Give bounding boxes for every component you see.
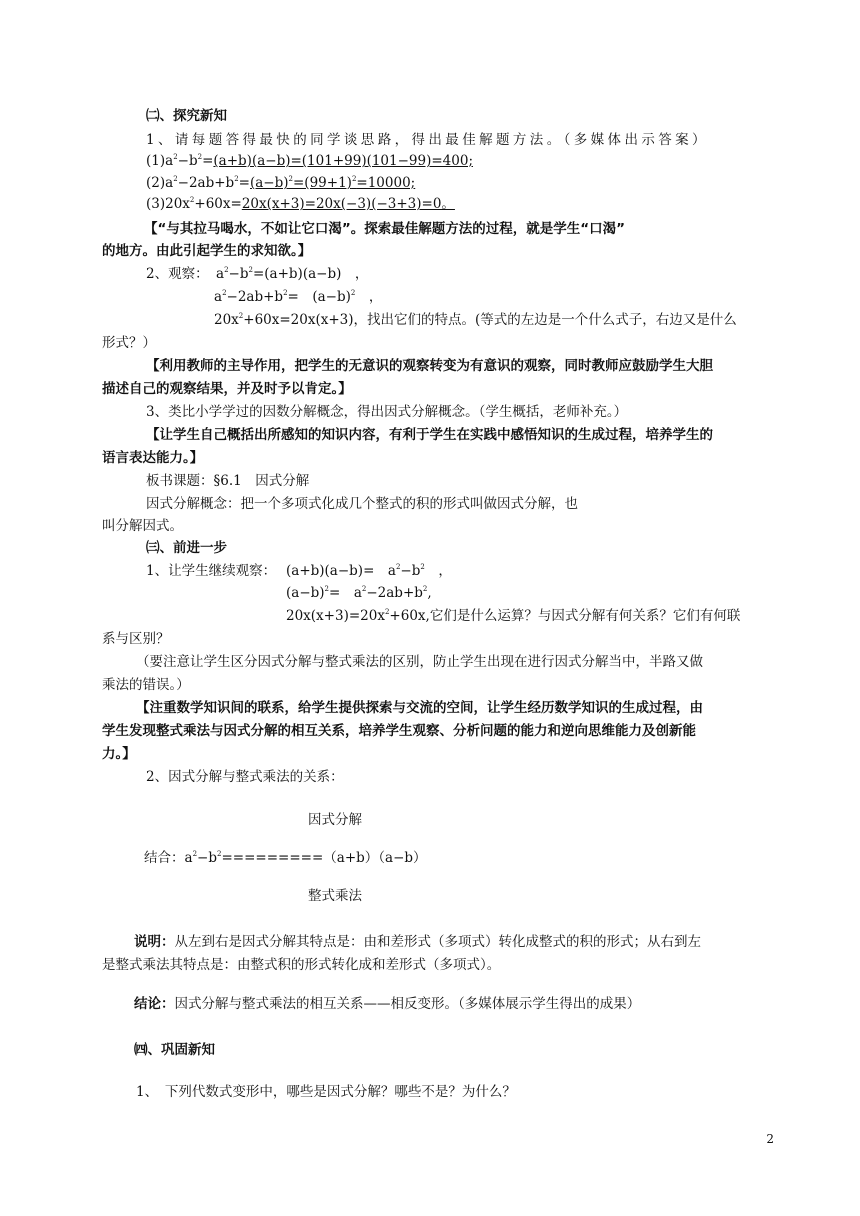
note-1-line-1: 【“与其拉马喝水，不如让它口渴”。探索最佳解题方法的过程，就是学生“口渴”: [144, 221, 625, 237]
note-2-line-2: 描述自己的观察结果，并及时予以肯定。】: [102, 381, 352, 397]
note-2-line-1: 【利用教师的主导作用，把学生的无意识的观察转变为有意识的观察，同时教师应鼓励学生大胆: [146, 358, 713, 374]
conclusion-label: 结论：: [134, 996, 175, 1012]
advance-note-line-3: 力。】: [102, 746, 136, 762]
explain-line-2: 是整式乘法其特点是：由整式积的形式转化成和差形式（多项式）。: [102, 957, 501, 973]
section-title: ㈣、巩固新知: [134, 1042, 215, 1058]
equation-1-lhs: $a^2-b^2=$: [165, 153, 214, 169]
equation-2-lhs: $a^2-2ab+b^2=$: [165, 175, 250, 191]
advance-paren-line-1: （要注意让学生区分因式分解与整式乘法的区别，防止学生出现在进行因式分解当中，半路又做: [136, 654, 703, 670]
equation-3-prefix: (3): [146, 196, 166, 212]
diagram-bottom-label: 整式乘法: [308, 888, 362, 904]
board-title: 板书课题：§6.1 因式分解: [146, 473, 310, 489]
advance-note-line-1: 【注重数学知识间的联系，给学生提供探索与交流的空间，让学生经历数学知识的生成过程，由: [136, 700, 703, 716]
consolidate-item-1: 1、 下列代数式变形中，哪些是因式分解？哪些不是？为什么？: [136, 1084, 516, 1100]
equation-3-lhs: $20x^2+60x=$: [165, 196, 242, 212]
advance-expr-3: $20x(x+3)=20x^2+60x$,它们是什么运算？与因式分解有何关系？它们有何联: [286, 608, 741, 624]
section-title: ㈡、探究新知: [146, 108, 227, 124]
observe-expr-3: $20x^2+60x=20x(x+3)$，找出它们的特点。(等式的左边是一个什么式子，右边又是什么: [214, 312, 737, 328]
advance-expr-2: $(a-b)^2=$ $a^2-2ab+b^2$,: [286, 585, 432, 601]
concept-line-2: 叫分解因式。: [102, 518, 183, 534]
combine-expression: $a^2-b^2=========(a+b)(a-b)$: [184, 850, 427, 866]
equation-3-rhs: 20x(x+3)=20x(−3)(−3+3)=0。: [241, 196, 455, 212]
observe-expr-1: $a^2-b^2=(a+b)(a-b)$ ，: [216, 266, 369, 282]
equation-2-prefix: (2): [146, 175, 166, 191]
equation-2-rhs: $(a-b)^2=(99+1)^2=10000$;: [249, 175, 416, 191]
observe-label: 2、观察：: [146, 266, 209, 282]
diagram-top-label: 因式分解: [308, 812, 362, 828]
combine-line: [144, 848, 427, 868]
equation-1: [146, 151, 473, 171]
observe-expr-2: $a^2-2ab+b^2=$ $(a-b)^2$ ，: [214, 289, 383, 305]
explore-item-1: 1、请每题答得最快的同学谈思路，得出最佳解题方法。（多媒体出示答案）: [146, 132, 709, 148]
explore-item-3: 3、类比小学学过的因数分解概念，得出因式分解概念。（学生概括，老师补充。）: [146, 404, 628, 420]
note-1-line-2: 的地方。由此引起学生的求知欲。】: [102, 243, 312, 259]
combine-label: 结合：: [144, 850, 185, 866]
section-title: ㈢、前进一步: [146, 540, 227, 556]
equation-1-rhs: (a+b)(a−b)=(101+99)(101−99)=400;: [213, 153, 473, 169]
advance-note-line-2: 学生发现整式乘法与因式分解的相互关系，培养学生观察、分析问题的能力和逆向思维能力及创新能: [102, 723, 696, 739]
advance-expr-3-cont: 系与区别？: [102, 631, 170, 647]
explain-label: 说明：: [134, 934, 175, 950]
equation-2: [146, 173, 415, 193]
explain-line-1: [134, 932, 701, 952]
equation-3: [146, 194, 455, 214]
advance-expr-1: (a+b)(a−b)= $a^2-b^2$ ，: [286, 563, 452, 579]
equation-1-prefix: (1): [146, 153, 166, 169]
conclusion-line: [134, 994, 640, 1014]
conclusion-text: 因式分解与整式乘法的相互关系——相反变形。（多媒体展示学生得出的成果）: [174, 996, 641, 1012]
advance-item-1-label: 1、让学生继续观察：: [146, 563, 277, 579]
observe-expr-3-cont: 形式？）: [102, 335, 156, 351]
note-3-line-2: 语言表达能力。】: [102, 450, 204, 466]
concept-line-1: 因式分解概念：把一个多项式化成几个整式的积的形式叫做因式分解，也: [146, 496, 578, 512]
advance-item-2: 2、因式分解与整式乘法的关系：: [146, 769, 344, 785]
explain-text-1: 从左到右是因式分解其特点是：由和差形式（多项式）转化成整式的积的形式；从右到左: [174, 934, 701, 950]
note-3-line-1: 【让学生自己概括出所感知的知识内容，有利于学生在实践中感悟知识的生成过程，培养学生的: [146, 427, 713, 443]
advance-paren-line-2: 乘法的错误。）: [102, 677, 190, 693]
page-number: 2: [766, 1132, 774, 1146]
